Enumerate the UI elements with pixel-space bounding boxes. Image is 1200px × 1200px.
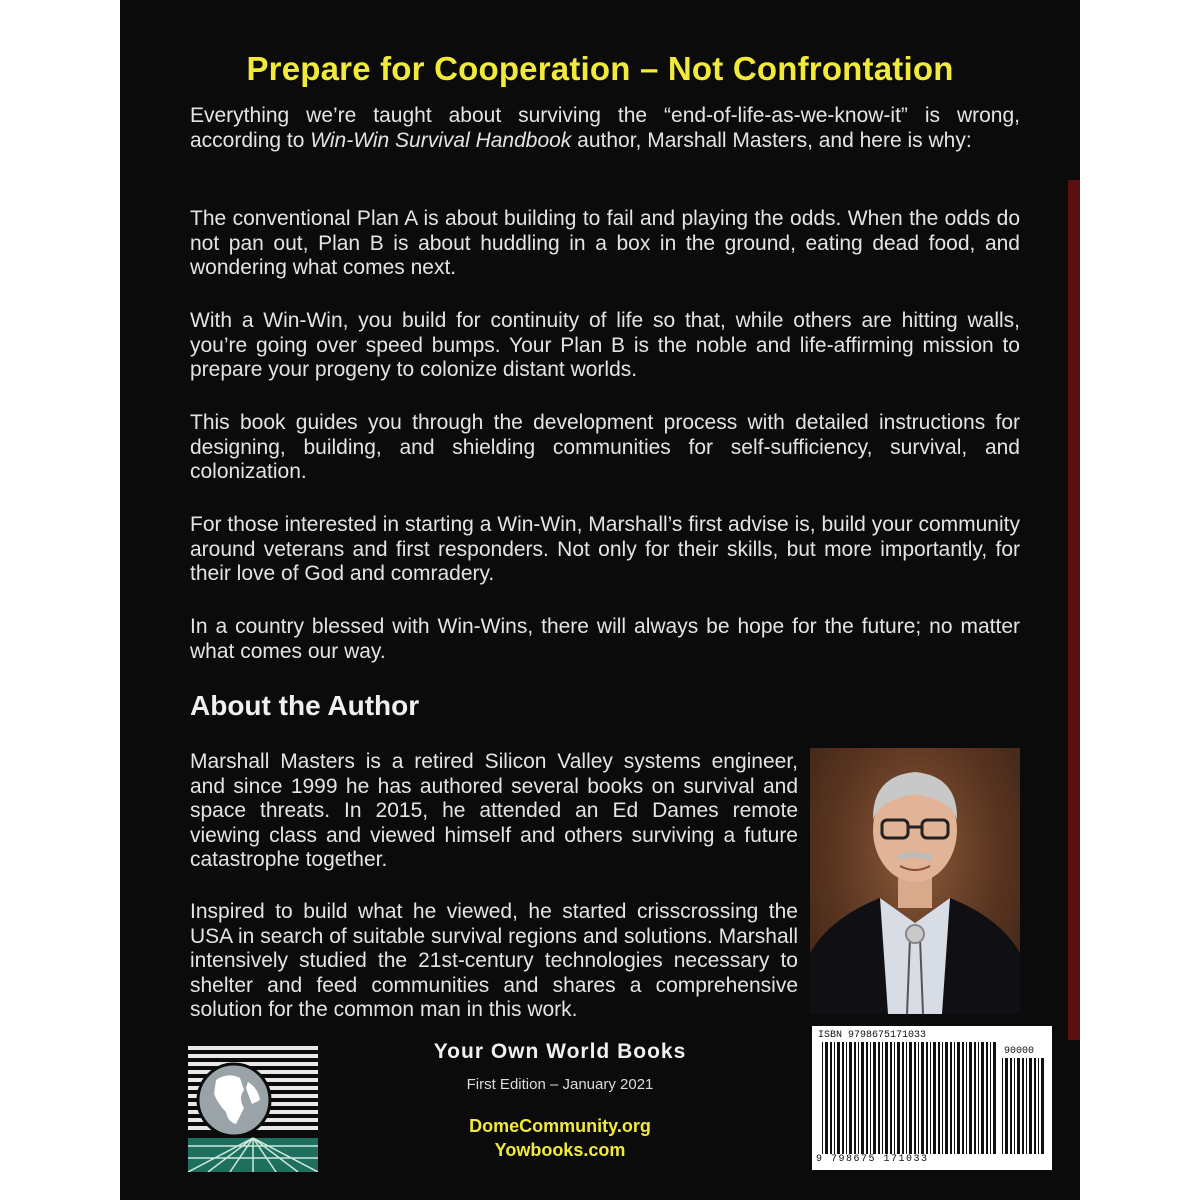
intro-text-end: author, Marshall Masters, and here is why: xyxy=(571,128,972,152)
barcode-bar xyxy=(1014,1058,1015,1154)
author-photo xyxy=(810,748,1020,1014)
barcode-bar xyxy=(906,1042,907,1154)
barcode-bar xyxy=(842,1042,844,1154)
barcode-bar xyxy=(981,1042,984,1154)
barcode-bar xyxy=(950,1042,952,1154)
intro-text-start: Everything we’re taught about surviving the “end-of-life-as-we-know-it” is wrong, according to xyxy=(190,104,1020,152)
barcode-bar xyxy=(914,1042,916,1154)
barcode-bar xyxy=(945,1042,948,1154)
barcode-bar xyxy=(1026,1058,1027,1154)
barcode-bar xyxy=(1005,1058,1008,1154)
book-title: Win-Win Survival Handbook xyxy=(310,128,572,152)
barcode-bar xyxy=(974,1042,976,1154)
plan-a-paragraph: The conventional Plan A is about building to fail and playing the odds. When the odds do not pan out, Plan B is about huddling in a box in the ground, eating dead food, and wondering what comes next. xyxy=(190,207,1020,279)
barcode-bar xyxy=(894,1042,895,1154)
barcode-bar xyxy=(918,1042,919,1154)
barcode-bar xyxy=(1002,1058,1003,1154)
barcode-bar xyxy=(1038,1058,1039,1154)
barcode-bar xyxy=(921,1042,924,1154)
barcode-bar xyxy=(978,1042,979,1154)
barcode-bar xyxy=(861,1042,864,1154)
globe-with-stripes-icon xyxy=(188,1042,318,1172)
barcode-bar xyxy=(938,1042,940,1154)
barcode-bar xyxy=(873,1042,876,1154)
barcode-bar xyxy=(858,1042,859,1154)
cover-edge-strip xyxy=(1068,180,1080,1040)
barcode-bar xyxy=(1017,1058,1020,1154)
about-author-heading: About the Author xyxy=(190,690,420,721)
price-code: 90000 xyxy=(1004,1046,1035,1057)
win-win-paragraph: With a Win-Win, you build for continuity of life so that, while others are hitting walls, you’re going over speed bumps. Your Plan B is the noble and life-affirming mission to prepare your progeny to colonize distant worlds. xyxy=(190,309,1020,381)
barcode-bar xyxy=(837,1042,840,1154)
barcode-digits: 9 798675 171033 xyxy=(816,1154,929,1165)
isbn-barcode xyxy=(812,1026,1052,1170)
barcode-bar xyxy=(962,1042,964,1154)
cover-headline: Prepare for Cooperation – Not Confrontation xyxy=(246,50,954,87)
barcode-bar xyxy=(1041,1058,1044,1154)
barcode-bar xyxy=(849,1042,852,1154)
edition-info: First Edition – January 2021 xyxy=(466,1076,654,1093)
website-link: Yowbooks.com xyxy=(494,1140,626,1160)
barcode-bar xyxy=(993,1042,996,1154)
intro-paragraph xyxy=(190,104,1020,153)
barcode-bar xyxy=(866,1042,868,1154)
barcode-bar xyxy=(834,1042,835,1154)
hope-paragraph: In a country blessed with Win-Wins, there will always be hope for the future; no matter what comes our way. xyxy=(190,615,1020,663)
barcode-bar xyxy=(822,1042,823,1154)
isbn-label: ISBN 9798675171033 xyxy=(818,1030,927,1041)
barcode-bar xyxy=(1010,1058,1012,1154)
barcode-bar xyxy=(1034,1058,1036,1154)
barcode-bar xyxy=(942,1042,943,1154)
barcode-bar xyxy=(902,1042,904,1154)
barcode-bar xyxy=(1022,1058,1024,1154)
barcode-bar xyxy=(933,1042,936,1154)
advice-paragraph: For those interested in starting a Win-Win, Marshall’s first advise is, build your community around veterans and first responders. Not only for their skills, but more importantly, for their love of God and comradery. xyxy=(190,513,1020,585)
barcode-bar xyxy=(882,1042,883,1154)
barcode-addon-bars xyxy=(1002,1058,1046,1154)
barcode-bar xyxy=(830,1042,832,1154)
barcode-bars xyxy=(822,1042,998,1154)
barcode-bar xyxy=(885,1042,888,1154)
barcode-bar xyxy=(846,1042,847,1154)
book-guide-paragraph: This book guides you through the development process with detailed instructions for designing, building, and shielding communities for self-sufficiency, survival, and colonization. xyxy=(190,411,1020,483)
barcode-bar xyxy=(1029,1058,1032,1154)
barcode-bar xyxy=(990,1042,991,1154)
author-bio-paragraph: Marshall Masters is a retired Silicon Valley systems engineer, and since 1999 he has authored several books on survival and space threats. In 2015, he attended an Ed Dames remote viewing class and viewed himself and others surviving a future catastrophe together. xyxy=(190,750,798,871)
author-bio-paragraph: Inspired to build what he viewed, he started crisscrossing the USA in search of suitable survival regions and solutions. Marshall intensively studied the 21st-century technologies necessary to shelter and feed communities and shares a comprehensive solution for the common man in this work. xyxy=(190,900,798,1021)
barcode-bar xyxy=(909,1042,912,1154)
barcode-bar xyxy=(986,1042,988,1154)
barcode-bar xyxy=(954,1042,955,1154)
barcode-bar xyxy=(930,1042,931,1154)
barcode-bar xyxy=(969,1042,972,1154)
publisher-name: Your Own World Books xyxy=(433,1040,687,1063)
barcode-bar xyxy=(966,1042,967,1154)
back-cover xyxy=(120,0,1080,1200)
barcode-bar xyxy=(854,1042,856,1154)
barcode-bar xyxy=(926,1042,928,1154)
barcode-bar xyxy=(878,1042,880,1154)
barcode-bar xyxy=(897,1042,900,1154)
barcode-bar xyxy=(825,1042,828,1154)
website-link: DomeCommunity.org xyxy=(469,1116,651,1136)
barcode-bar xyxy=(870,1042,871,1154)
barcode-bar xyxy=(957,1042,960,1154)
barcode-bar xyxy=(890,1042,892,1154)
